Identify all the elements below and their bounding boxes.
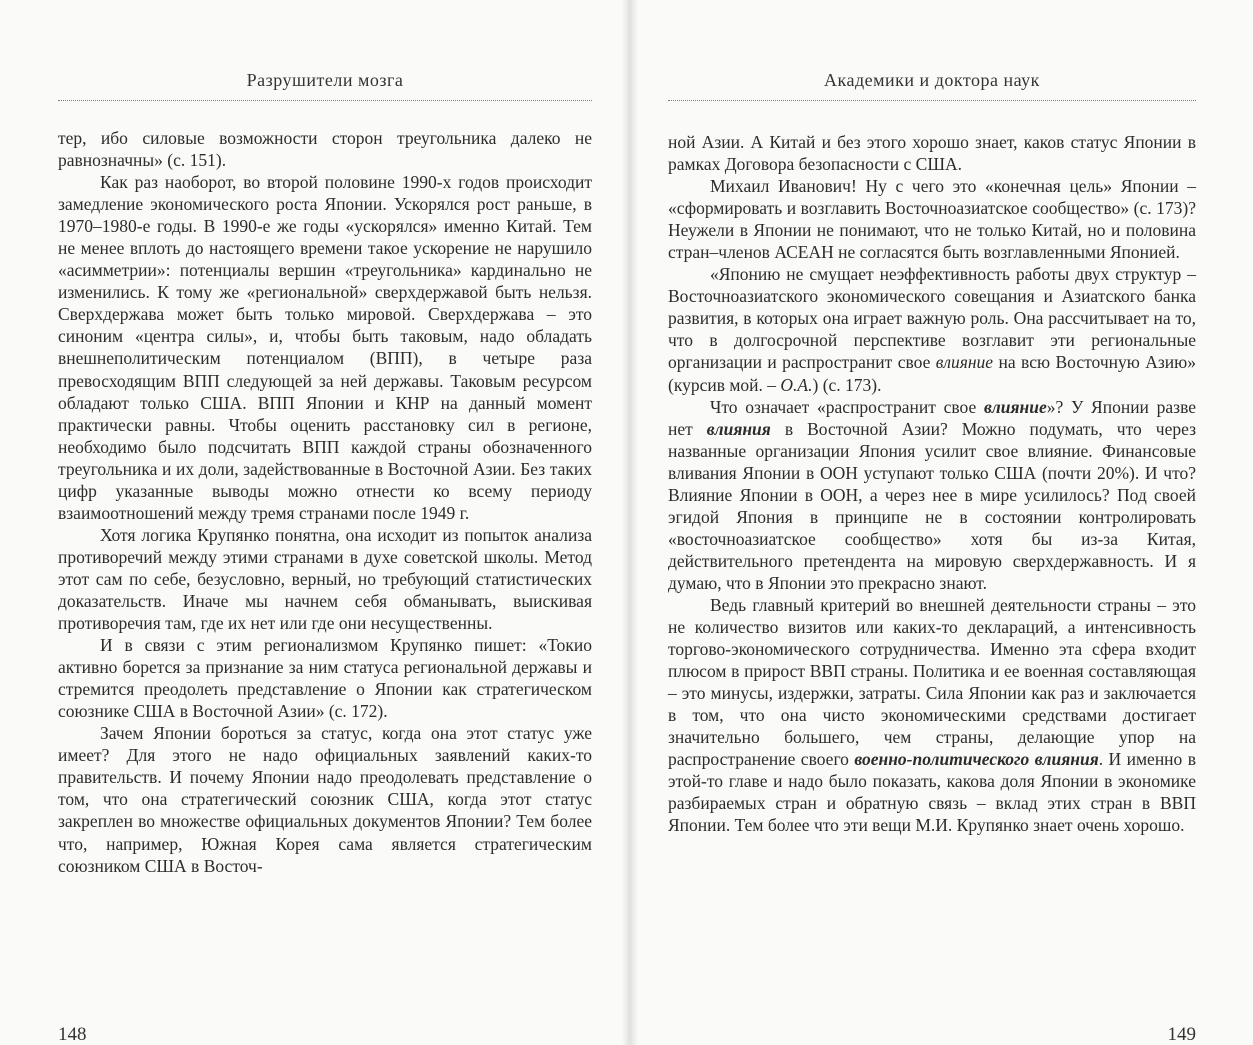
left-page <box>58 0 592 1045</box>
right-paragraph-1-text: ной Азии. А Китай и без этого хорошо знает, каков статус Японии в рамках Договора безопасности с США. <box>668 132 1196 175</box>
right-paragraph-5-text: Ведь главный критерий во внешней деятельности страны – это не количество визитов или каких-то деклараций, а интенсивность торгово-экономического сотрудничества. Именно эта сфера входит плюсом в прирост ВВП страны. Политика и ее военная составляющая – это минусы, издержки, затраты. Сила Японии как раз и заключается в том, что она чисто экономическими средствами достигает значительно большего, чем страны, делающие упор на распространение своего <box>668 594 1196 770</box>
right-paragraph-1 <box>668 131 1196 175</box>
left-paragraph-3: Хотя логика Крупянко понятна, она исходит из попыток анализа противоречий между этими странами в духе советской школы. Метод этот сам по себе, безусловно, верный, но требующий статистических доказательств. Иначе мы начнем себя обманывать, выискивая противоречия там, где их нет или где они несущественны. <box>58 524 592 634</box>
right-running-head: Академики и доктора наук <box>824 70 1040 90</box>
right-paragraph-4-text-cont: »? У Японии разве нет <box>668 396 1196 439</box>
right-page-body <box>668 131 1196 837</box>
right-paragraph-5 <box>668 594 1196 837</box>
italic-emphasis: влияние <box>935 352 994 373</box>
bold-italic-emphasis-3: военно-политического влияния <box>854 749 1099 770</box>
right-page <box>668 0 1196 1045</box>
author-initials: О.А. <box>780 374 813 395</box>
right-paragraph-5-text-cont: . И именно в этой-то главе и надо было показать, какова доля Японии в экономике разбираемых стран и обратную связь – вклад этих стран в ВВП Японии. Тем более что эти вещи М.И. Крупянко знает очень хорошо. <box>668 749 1197 836</box>
right-paragraph-3-citation: ) (с. 173). <box>812 374 882 395</box>
bold-italic-emphasis: влияние <box>983 396 1047 417</box>
left-paragraph-5: Зачем Японии бороться за статус, когда она этот статус уже имеет? Для этого не надо официальных заявлений каких-то правительств. И почему Японии надо преодолевать представление о том, что она стратегический союзник США, когда этот статус закреплен во множестве официальных документов Японии? Тем более что, например, Южная Корея сама является стратегическим союзником США в Восточ- <box>58 723 592 876</box>
right-paragraph-4-text-end: в Восточной Азии? Можно подумать, что через названные организации Япония усилит свое влияние. Финансовые вливания Японии в ООН уступают только США (почти 20%). И что? Влияние Японии в ООН, а через нее в мире усилилось? Под своей эгидой Япония в принципе не в состоянии контролировать «восточноазиатское сообщество» хотя бы из-за Китая, действительного претендента на мировую сверхдержавность. И я думаю, что в Японии это прекрасно знают. <box>668 418 1196 593</box>
right-header-rule <box>668 100 1196 101</box>
bold-italic-emphasis-2: влияния <box>706 418 771 439</box>
left-page-body <box>58 127 592 877</box>
right-paragraph-3-text: «Японию не смущает неэффективность работы двух структур – Восточноазиатского экономического совещания и Азиатского банка развития, в которых она играет важную роль. Она рассчитывает на то, что в долгосрочной перспективе возглавит эти региональные организации и распространит свое <box>668 264 1196 373</box>
left-running-head: Разрушители мозга <box>246 70 404 90</box>
left-paragraph-1: тер, ибо силовые возможности сторон треугольника далеко не равнозначны» (с. 151). <box>58 128 592 171</box>
right-paragraph-4 <box>668 396 1196 594</box>
left-page-number: 148 <box>58 1024 87 1045</box>
right-paragraph-3-text-cont: на всю Восточную Азию» (курсив мой. – <box>668 352 1196 395</box>
book-gutter <box>622 0 638 1045</box>
left-paragraph-2: Как раз наоборот, во второй половине 1990-х годов происходит замедление экономического роста Японии. Ускорялся рост раньше, в 1970–1980-е годы. В 1990-е же годы «ускорялся» именно Китай. Тем не менее вплоть до настоящего времени такое ускорение не нарушило «асимметрии»: потенциалы вершин «треугольника» кардинально не изменились. К тому же «региональной» сверхдержавой быть нельзя. Сверхдержава может быть только мировой. Сверхдержава – это синоним «центра силы», и, чтобы быть таковым, надо обладать внешнеполитическим потенциалом (ВПП), в четыре раза превосходящим ВПП следующей за ней державы. Таковым ресурсом обладают только США. ВПП Японии и КНР на данный момент практически равны. Чтобы оценить расстановку сил в регионе, необходимо было подсчитать ВПП каждой страны обозначенного треугольника и их доли, задействованные в Восточной Азии. Без таких цифр указанные выводы можно отнести ко всему периоду взаимоотношений между тремя странами после 1949 г. <box>58 172 592 523</box>
right-paragraph-4-text: Что означает «распространит свое <box>710 396 984 417</box>
right-paragraph-2-text: Михаил Иванович! Ну с чего это «конечная цель» Японии – «сформировать и возглавить Восточноазиатское сообщество» (с. 173)? Неужели в Японии не понимают, что не только Китай, но и половина стран–членов АСЕАН не согласятся быть возглавленными Японией. <box>668 176 1196 263</box>
right-paragraph-2 <box>668 175 1196 263</box>
right-paragraph-3 <box>668 263 1196 395</box>
left-header-rule <box>58 100 592 101</box>
right-page-number: 149 <box>1167 1024 1196 1045</box>
left-paragraph-4: И в связи с этим регионализмом Крупянко пишет: «Токио активно борется за признание за ним статуса региональной державы и стремится преодолеть представление о Японии как стратегическом союзнике США в Восточной Азии» (с. 172). <box>58 635 592 722</box>
